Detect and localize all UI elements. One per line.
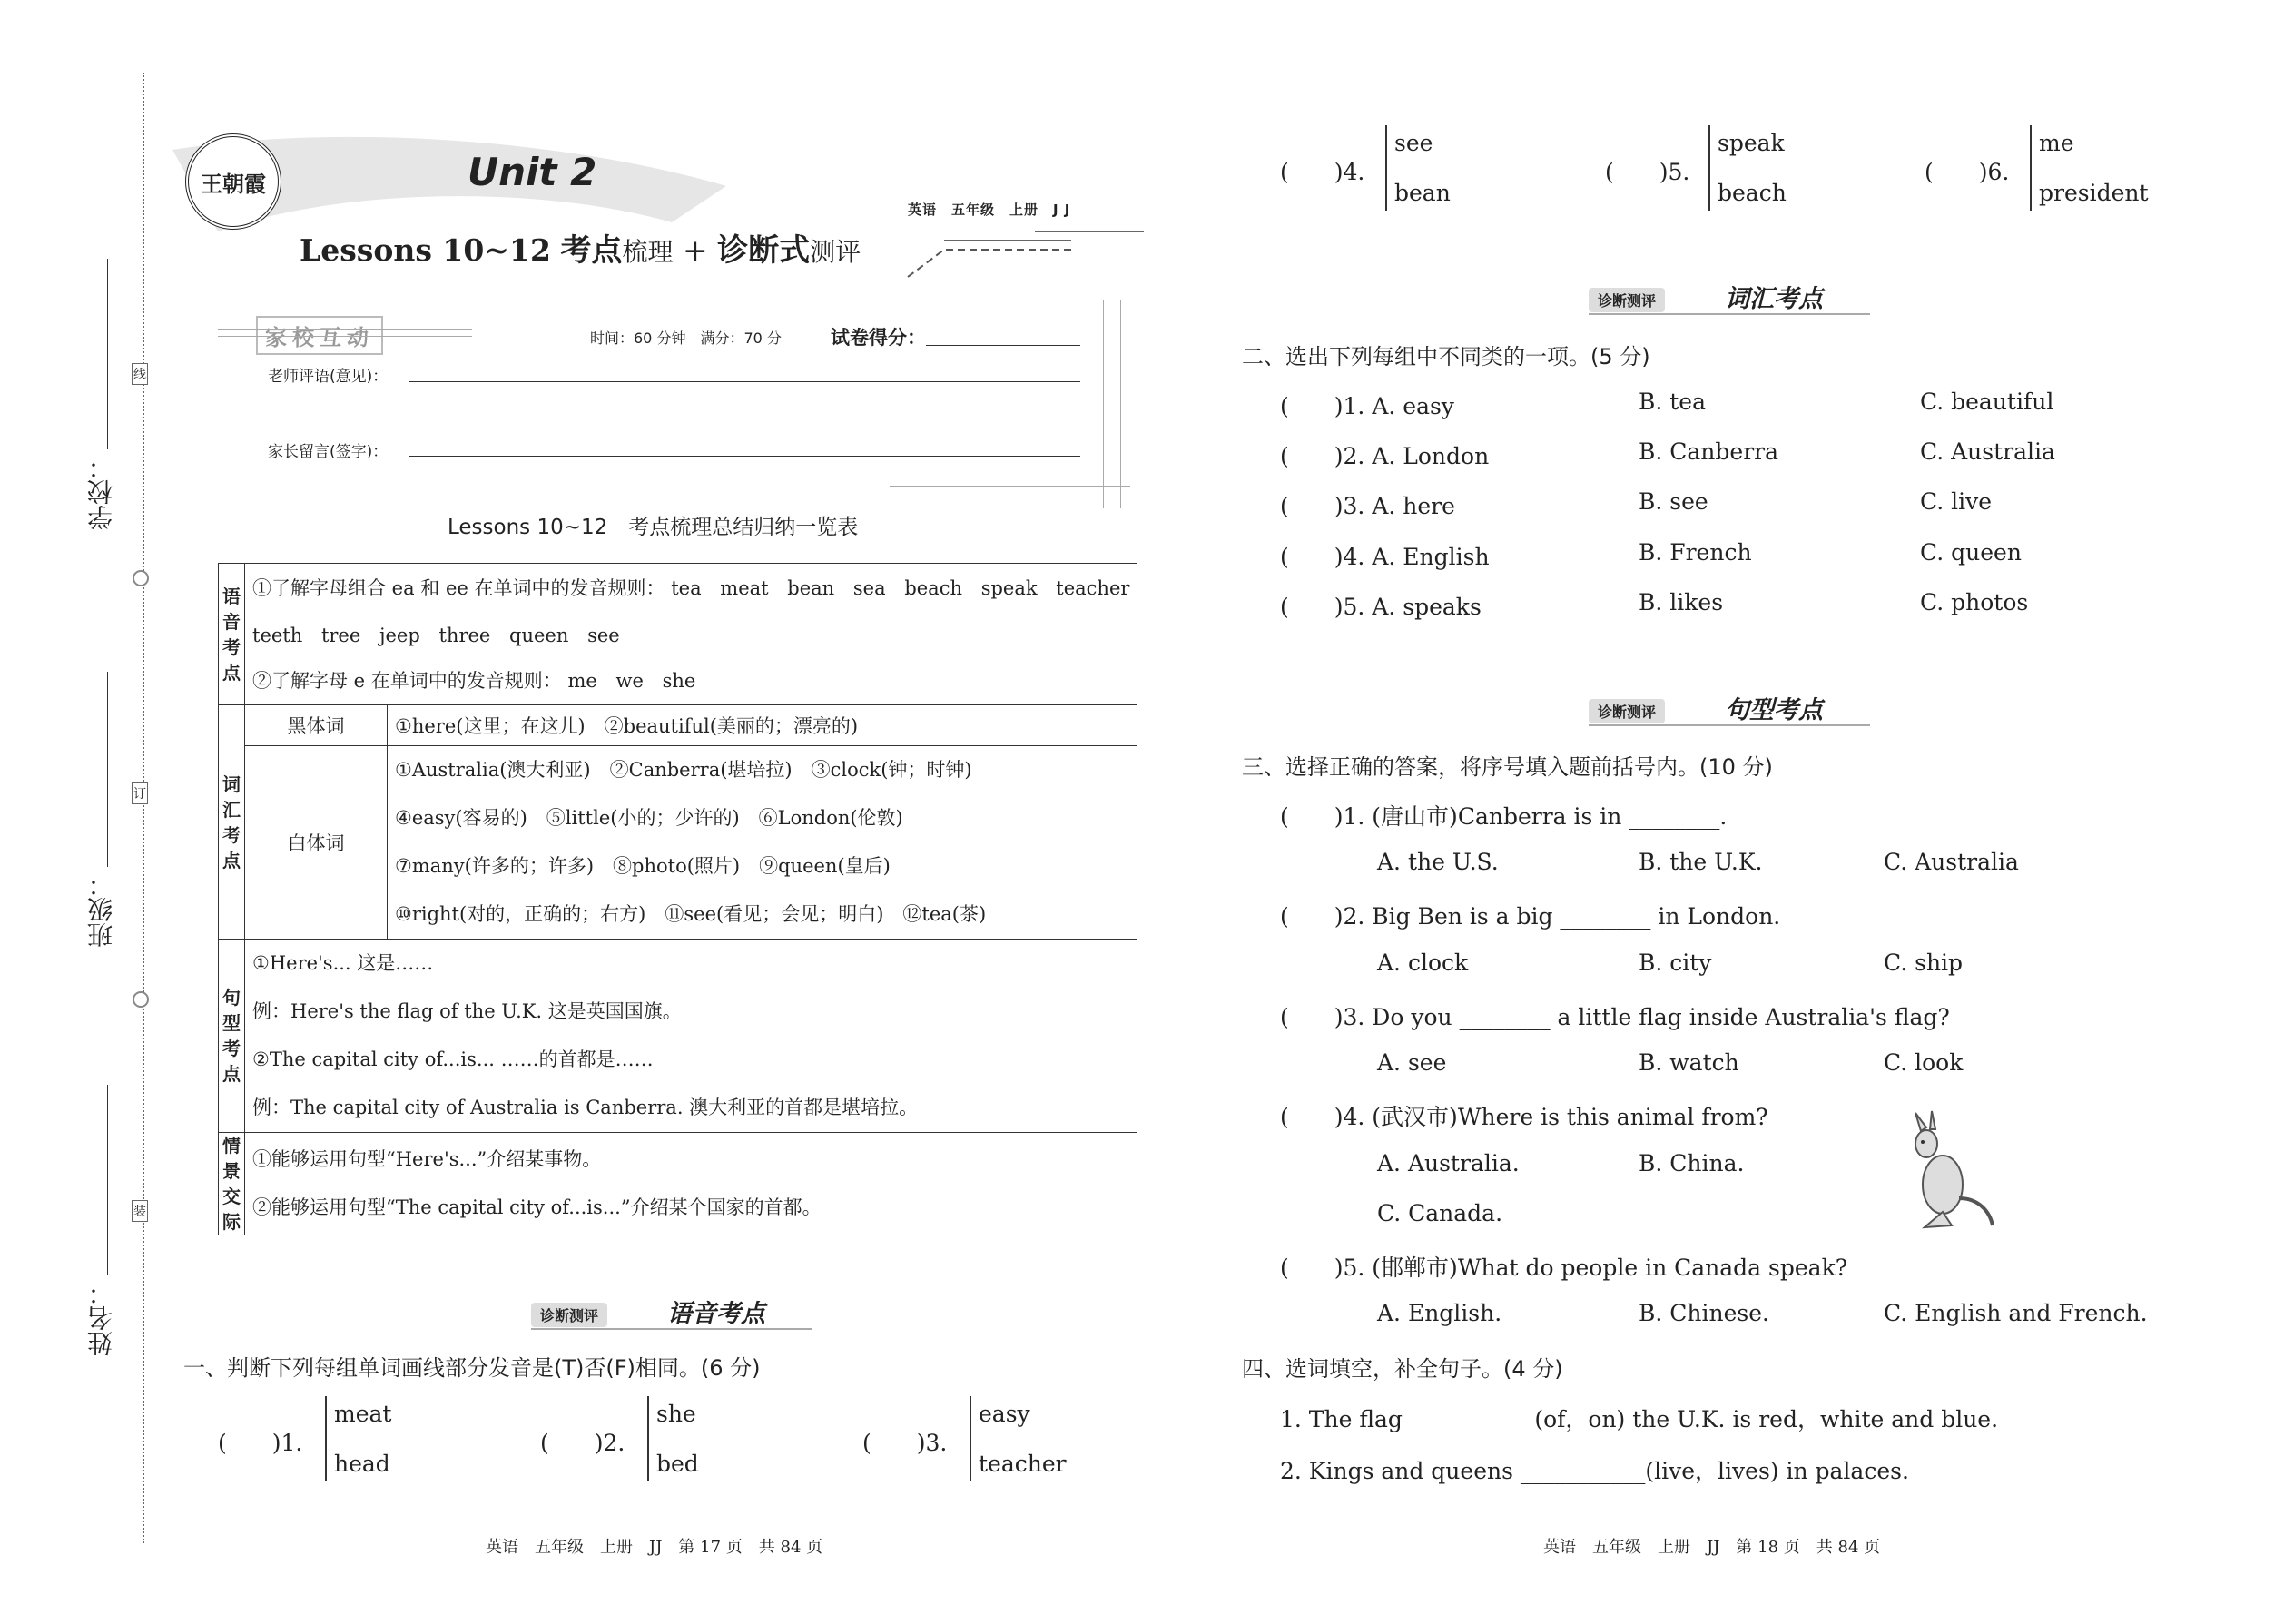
lesson-title bbox=[300, 225, 861, 270]
option-a: A. speaks bbox=[1372, 594, 1482, 620]
part3-q1-a: A. the U.S. bbox=[1377, 849, 1499, 875]
time-info: 时间：60 分钟 满分：70 分 bbox=[590, 330, 782, 347]
part3-q4: ( )4. (武汉市)Where is this animal from? bbox=[1280, 1104, 1768, 1130]
phonics-rule-2: ②了解字母 e 在单词中的发音规则： bbox=[252, 670, 562, 692]
score-field[interactable] bbox=[926, 345, 1080, 346]
phonics-line-2 bbox=[252, 613, 1129, 658]
word-bottom: president bbox=[2039, 180, 2149, 206]
sentence-category: 句型考点 bbox=[219, 940, 245, 1133]
sentence-line: 例：Here's the flag of the U.K. 这是英国国旗。 bbox=[252, 1000, 682, 1022]
brace bbox=[2030, 125, 2032, 211]
part1-item-3-num[interactable]: ( )3. bbox=[862, 1430, 948, 1456]
banner-arrow bbox=[1589, 313, 1870, 315]
title-plus: + bbox=[682, 232, 708, 268]
seal-mark-3: 装 bbox=[132, 1200, 148, 1222]
brace bbox=[970, 1396, 971, 1481]
part3-q2: ( )2. Big Ben is a big ________ in London. bbox=[1280, 903, 1781, 930]
title-shuli: 梳理 bbox=[622, 237, 674, 267]
seal-mark-1: 线 bbox=[132, 363, 148, 385]
part3-q4-b: B. China. bbox=[1639, 1150, 1745, 1176]
phonics-word: tea bbox=[671, 577, 702, 599]
brace bbox=[325, 1396, 327, 1481]
answer-blank[interactable]: ( )4. bbox=[1280, 544, 1365, 570]
part4-sentence-1: 1. The flag ___________(of，on) the U.K. is red，white and blue. bbox=[1280, 1406, 1999, 1432]
part2-item-3-b: B. see bbox=[1639, 488, 1708, 515]
phonics-line-3 bbox=[252, 658, 1129, 704]
white-words-line: ⑦many(许多的；许多) ⑧photo(照片) ⑨queen(皇后) bbox=[395, 855, 891, 877]
word-top: easy bbox=[979, 1401, 1030, 1427]
option-a: A. easy bbox=[1372, 393, 1454, 419]
phonics-word: tree bbox=[320, 625, 361, 646]
white-words-line: ①Australia(澳大利亚) ②Canberra(堪培拉) ③clock(钟；时钟) bbox=[395, 759, 972, 781]
banner-small-label: 诊断测评 bbox=[531, 1303, 607, 1327]
part3-q3: ( )3. Do you ________ a little flag inside Australia's flag? bbox=[1280, 1004, 1950, 1030]
part3-q4-a: A. Australia. bbox=[1377, 1150, 1520, 1176]
part2-item-5-b: B. likes bbox=[1639, 589, 1724, 615]
part2-item-2 bbox=[1280, 438, 1489, 471]
phonics-word: teacher bbox=[1056, 577, 1130, 599]
part1-item-2-num[interactable]: ( )2. bbox=[540, 1430, 625, 1456]
parent-comment-field[interactable] bbox=[409, 456, 1080, 457]
banner-arrow bbox=[531, 1328, 812, 1330]
sentence-banner bbox=[1589, 690, 1879, 726]
part3-q3-b: B. watch bbox=[1639, 1049, 1739, 1076]
part3-q5-c: C. English and French. bbox=[1884, 1300, 2148, 1326]
sentence-line: ②The capital city of...is... ……的首都是…… bbox=[252, 1048, 654, 1070]
phonics-word: we bbox=[615, 670, 644, 692]
part1-title: 一、判断下列每组单词画线部分发音是(T)否(F)相同。(6 分) bbox=[183, 1355, 761, 1381]
word-top: speak bbox=[1718, 130, 1785, 156]
part3-q3-c: C. look bbox=[1884, 1049, 1964, 1076]
part3-q5-b: B. Chinese. bbox=[1639, 1300, 1769, 1326]
name-label: 姓名： bbox=[86, 1280, 116, 1356]
phonics-content bbox=[245, 564, 1137, 705]
part2-item-5-c: C. photos bbox=[1920, 589, 2029, 615]
white-words-label: 白体词 bbox=[245, 746, 388, 940]
part4-sentence-2: 2. Kings and queens ___________(live，lives) in palaces. bbox=[1280, 1458, 1909, 1484]
part2-item-1-c: C. beautiful bbox=[1920, 389, 2054, 415]
bold-words-label: 黑体词 bbox=[245, 705, 388, 746]
banner-title: 句型考点 bbox=[1725, 696, 1823, 724]
home-school-badge: 家校互动 bbox=[256, 316, 383, 355]
part1-item-5-words bbox=[1718, 118, 1787, 218]
part3-q1: ( )1. (唐山市)Canberra is in ________. bbox=[1280, 803, 1728, 830]
part2-item-2-b: B. Canberra bbox=[1639, 438, 1779, 465]
option-a: A. London bbox=[1372, 443, 1490, 469]
part1-item-6-num[interactable]: ( )6. bbox=[1925, 159, 2010, 185]
part1-item-1-words bbox=[334, 1389, 391, 1489]
white-words-content bbox=[388, 746, 1137, 940]
part3-title: 三、选择正确的答案，将序号填入题前括号内。(10 分) bbox=[1242, 754, 1773, 780]
word-bottom: bed bbox=[656, 1451, 699, 1477]
parent-comment-label: 家长留言(签字)： bbox=[268, 443, 389, 461]
part2-item-4-b: B. French bbox=[1639, 539, 1752, 566]
word-top: meat bbox=[334, 1401, 392, 1427]
answer-blank[interactable]: ( )1. bbox=[1280, 393, 1365, 419]
part2-item-4-c: C. queen bbox=[1920, 539, 2022, 566]
brace bbox=[647, 1396, 649, 1481]
part1-item-1-num[interactable]: ( )1. bbox=[218, 1430, 303, 1456]
hole-icon bbox=[133, 570, 149, 586]
logo-text: 王朝霞 bbox=[201, 170, 266, 197]
banner-small-label: 诊断测评 bbox=[1589, 288, 1665, 312]
phonics-line-1 bbox=[252, 565, 1129, 613]
word-bottom: head bbox=[334, 1451, 390, 1477]
part2-item-3 bbox=[1280, 488, 1455, 521]
word-top: she bbox=[656, 1401, 696, 1427]
unit-title: Unit 2 bbox=[468, 150, 597, 194]
part3-q2-b: B. city bbox=[1639, 950, 1712, 976]
part2-item-5 bbox=[1280, 589, 1482, 622]
school-label: 学校： bbox=[86, 454, 116, 530]
white-words-line: ⑩right(对的，正确的；右方) ⑪see(看见；会见；明白) ⑫tea(茶) bbox=[395, 903, 987, 925]
class-field[interactable] bbox=[107, 672, 108, 867]
answer-blank[interactable]: ( )3. bbox=[1280, 493, 1365, 519]
phonics-word: beach bbox=[904, 577, 962, 599]
seal-mark-2: 订 bbox=[132, 782, 148, 804]
phonics-word: queen bbox=[509, 625, 569, 646]
phonics-category: 语音考点 bbox=[219, 564, 245, 705]
part3-q2-a: A. clock bbox=[1377, 950, 1469, 976]
part1-item-4-words bbox=[1394, 118, 1451, 218]
summary-table bbox=[218, 563, 1137, 1235]
banner-arrow bbox=[1589, 724, 1870, 726]
part3-q4-c: C. Canada. bbox=[1377, 1200, 1503, 1226]
vocab-category: 词汇考点 bbox=[219, 705, 245, 940]
title-kaodian: 考点 bbox=[560, 232, 623, 269]
teacher-comment-label: 老师评语(意见)： bbox=[268, 368, 389, 386]
phonics-word: three bbox=[438, 625, 491, 646]
phonics-word: meat bbox=[720, 577, 769, 599]
home-school-rule bbox=[218, 329, 472, 330]
part2-item-3-c: C. live bbox=[1920, 488, 1993, 515]
option-a: A. English bbox=[1372, 544, 1490, 570]
part1-item-2-words bbox=[656, 1389, 699, 1489]
word-top: me bbox=[2039, 130, 2074, 156]
part4-title: 四、选词填空，补全句子。(4 分) bbox=[1242, 1356, 1563, 1382]
part3-q3-a: A. see bbox=[1377, 1049, 1447, 1076]
option-a: A. here bbox=[1372, 493, 1455, 519]
part1-item-3-words bbox=[979, 1389, 1067, 1489]
title-ceping: 测评 bbox=[810, 237, 861, 267]
bold-words: ①here(这里；在这儿) ②beautiful(美丽的；漂亮的) bbox=[388, 705, 1137, 746]
logo-seal-icon bbox=[185, 133, 281, 230]
binding-line bbox=[143, 73, 144, 1543]
brace bbox=[1708, 125, 1710, 211]
phonics-word: bean bbox=[787, 577, 835, 599]
teacher-comment-field[interactable] bbox=[409, 381, 1080, 382]
part2-item-2-c: C. Australia bbox=[1920, 438, 2055, 465]
phonics-word: she bbox=[662, 670, 696, 692]
school-field[interactable] bbox=[107, 259, 108, 449]
word-bottom: bean bbox=[1394, 180, 1451, 206]
subject-tag: 英语 五年级 上册 J J bbox=[908, 202, 1071, 218]
footer-right: 英语 五年级 上册 JJ 第 18 页 共 84 页 bbox=[1543, 1538, 1881, 1557]
box-corner-hline bbox=[890, 486, 1130, 487]
part3-q5: ( )5. (邯郸市)What do people in Canada speak? bbox=[1280, 1255, 1848, 1281]
situation-category: 情景交际 bbox=[219, 1133, 245, 1235]
brace bbox=[1385, 125, 1387, 211]
sentence-line: 例：The capital city of Australia is Canberra. 澳大利亚的首都是堪培拉。 bbox=[252, 1097, 919, 1118]
phonics-word: jeep bbox=[379, 625, 420, 646]
word-bottom: beach bbox=[1718, 180, 1787, 206]
name-field[interactable] bbox=[107, 1085, 108, 1275]
kangaroo-icon bbox=[1888, 1107, 1997, 1235]
box-corner-lines bbox=[1103, 300, 1121, 508]
phonics-word: see bbox=[587, 625, 620, 646]
score-label: 试卷得分： bbox=[831, 327, 926, 349]
part2-item-4 bbox=[1280, 539, 1490, 572]
part1-item-5-num[interactable]: ( )5. bbox=[1605, 159, 1690, 185]
phonics-word: speak bbox=[980, 577, 1038, 599]
word-top: see bbox=[1394, 130, 1433, 156]
phonics-word: me bbox=[567, 670, 597, 692]
situation-line: ②能够运用句型“The capital city of...is...”介绍某个国家的首都。 bbox=[252, 1196, 822, 1218]
sentence-content bbox=[245, 940, 1137, 1133]
situation-content bbox=[245, 1133, 1137, 1235]
banner-small-label: 诊断测评 bbox=[1589, 699, 1665, 723]
title-zhenduanshi: 诊断式 bbox=[717, 232, 811, 269]
part2-item-1 bbox=[1280, 389, 1454, 421]
hole-icon bbox=[133, 991, 149, 1008]
footer-left: 英语 五年级 上册 JJ 第 17 页 共 84 页 bbox=[486, 1538, 823, 1557]
part3-q5-a: A. English. bbox=[1377, 1300, 1502, 1326]
white-words-line: ④easy(容易的) ⑤little(小的；少许的) ⑥London(伦敦) bbox=[395, 807, 903, 829]
part1-item-6-words bbox=[2039, 118, 2149, 218]
situation-line: ①能够运用句型“Here's...”介绍某事物。 bbox=[252, 1148, 602, 1170]
class-label: 班级： bbox=[86, 871, 116, 948]
part1-item-4-num[interactable]: ( )4. bbox=[1280, 159, 1365, 185]
word-bottom: teacher bbox=[979, 1451, 1067, 1477]
part2-title: 二、选出下列每组中不同类的一项。(5 分) bbox=[1242, 344, 1650, 369]
part3-q1-c: C. Australia bbox=[1884, 849, 2019, 875]
banner-title: 语音考点 bbox=[667, 1300, 765, 1328]
vocab-banner bbox=[1589, 279, 1879, 315]
part3-q2-c: C. ship bbox=[1884, 950, 1964, 976]
home-school-rule-2 bbox=[218, 336, 472, 337]
phonics-word: teeth bbox=[252, 625, 303, 646]
part2-item-1-b: B. tea bbox=[1639, 389, 1707, 415]
sentence-line: ①Here's... 这是…… bbox=[252, 952, 434, 974]
banner-title: 词汇考点 bbox=[1725, 285, 1823, 313]
answer-blank[interactable]: ( )5. bbox=[1280, 594, 1365, 620]
lessons-range: Lessons 10~12 bbox=[300, 232, 551, 268]
phonics-word: sea bbox=[852, 577, 886, 599]
summary-title: Lessons 10~12 考点梳理总结归纳一览表 bbox=[448, 516, 859, 539]
phonics-banner bbox=[531, 1294, 822, 1330]
answer-blank[interactable]: ( )2. bbox=[1280, 443, 1365, 469]
part3-q1-b: B. the U.K. bbox=[1639, 849, 1763, 875]
phonics-rule-1: ①了解字母组合 ea 和 ee 在单词中的发音规则： bbox=[252, 577, 665, 599]
